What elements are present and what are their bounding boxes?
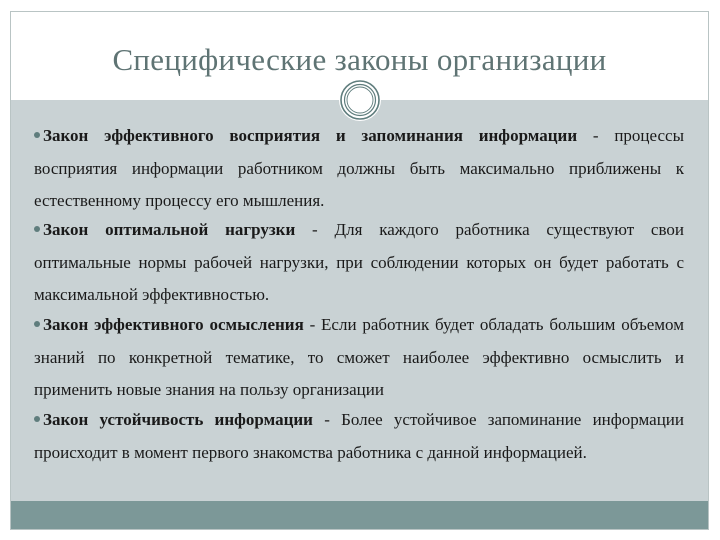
list-item-4: [34, 404, 684, 469]
law-description: - Если работник будет обладать большим объемом знаний по конкретной тематике, то сможет наиболее эффективно осмыслить и применить новые знания на пользу организации: [34, 315, 684, 399]
law-description: - Для каждого работника существуют свои оптимальные нормы рабочей нагрузки, при соблюдении которых он будет работать с максимальной эффективностью.: [34, 220, 684, 304]
law-term: Закон эффективного восприятия и запоминания информации: [43, 126, 578, 145]
slide-title: Специфические законы организации: [112, 42, 607, 77]
law-term: Закон эффективного осмысления: [43, 315, 304, 334]
list-item-3: [34, 309, 684, 407]
law-term: Закон оптимальной нагрузки: [43, 220, 296, 239]
law-term: Закон устойчивость информации: [43, 410, 313, 429]
list-item-2: [34, 214, 684, 312]
law-description: - Более устойчивое запоминание информации происходит в момент первого знакомства работника с данной информацией.: [34, 410, 684, 462]
bullet-icon: [34, 226, 40, 232]
list-item-1: [34, 120, 684, 218]
law-description: - процессы восприятия информации работником должны быть максимально приближены к естественному процессу его мышления.: [34, 126, 684, 210]
circle-ornament-icon: [338, 78, 382, 122]
bullet-icon: [34, 132, 40, 138]
footer-bar: [11, 501, 708, 529]
bullet-icon: [34, 321, 40, 327]
bullet-icon: [34, 416, 40, 422]
